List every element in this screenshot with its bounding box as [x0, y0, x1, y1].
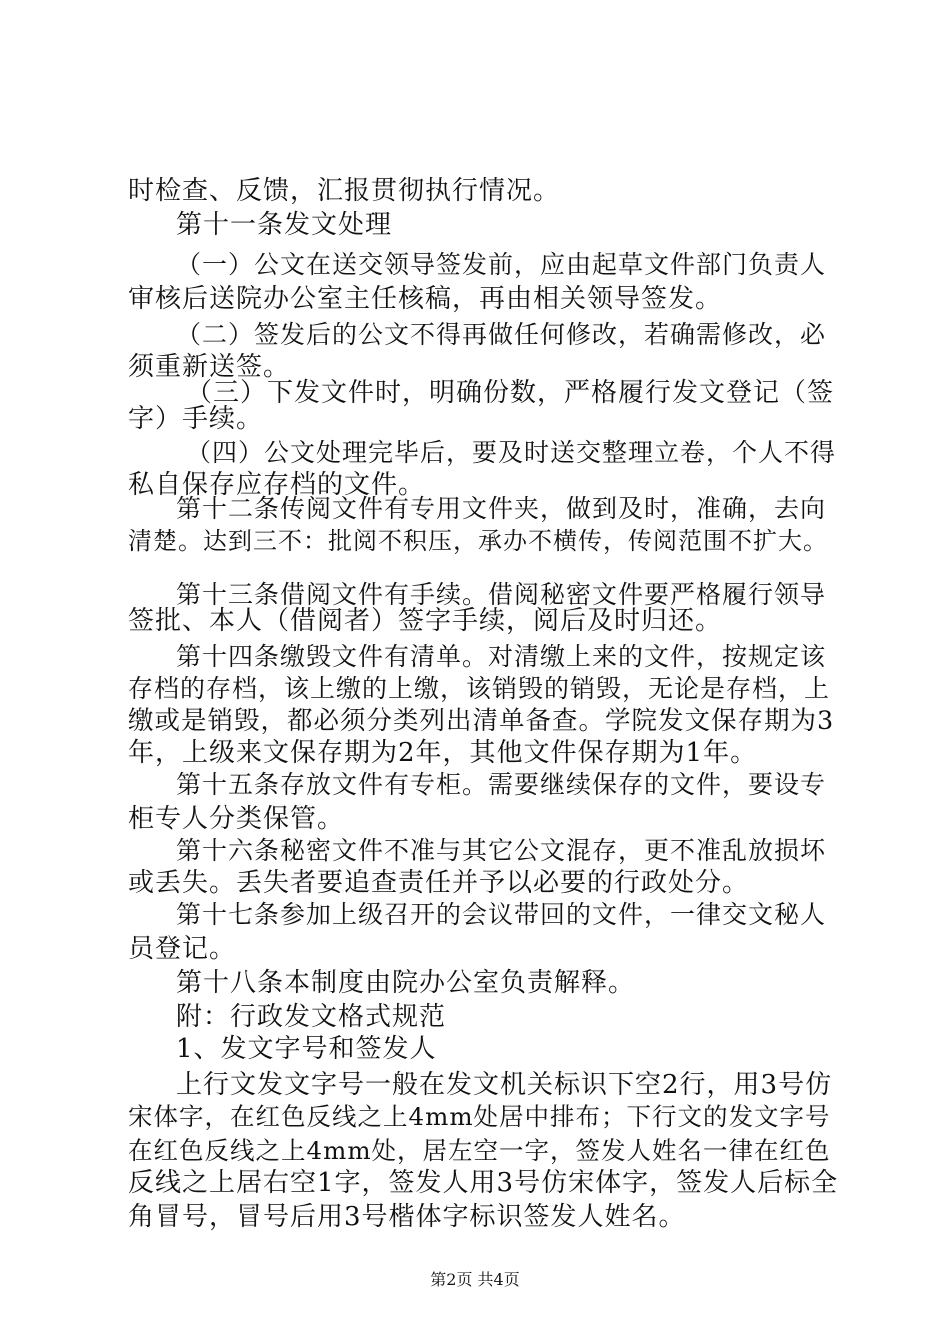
text-line: （一）公文在送交领导签发前，应由起草文件部门负责人: [176, 250, 827, 279]
text-line: 私自保存应存档的文件。: [128, 470, 426, 500]
text-line: 上行文发文字号一般在发文机关标识下空2行，用3号仿: [176, 1070, 833, 1100]
text-line: 签批、本人（借阅者）签字手续，阅后及时归还。: [128, 606, 723, 636]
text-line: 反线之上居右空1字，签发人用3号仿宋体字，签发人后标全: [128, 1168, 839, 1198]
text-line: 字）手续。: [128, 404, 264, 434]
text-line: 或丢失。丢失者要追查责任并予以必要的行政处分。: [128, 868, 750, 898]
text-line: 审核后送院办公室主任核稿，再由相关领导签发。: [128, 284, 723, 314]
text-line: 角冒号，冒号后用3号楷体字标识签发人姓名。: [128, 1202, 686, 1232]
text-line: 清楚。达到三不：批阅不积压，承办不横传，传阅范围不扩大。: [128, 527, 828, 555]
text-line: 第十四条缴毁文件有清单。对清缴上来的文件，按规定该: [176, 642, 827, 671]
text-line: 须重新送签。: [128, 352, 291, 382]
text-line: 1、发文字号和签发人: [176, 1034, 437, 1064]
text-line: 员登记。: [128, 934, 237, 964]
text-line: 柜专人分类保管。: [128, 804, 345, 834]
text-line: 在红色反线之上4mm处，居左空一字，签发人姓名一律在红色: [128, 1136, 831, 1165]
text-line: 存档的存档，该上缴的上缴，该销毁的销毁，无论是存档，上: [128, 674, 831, 703]
text-line: 附：行政发文格式规范: [176, 1002, 447, 1032]
text-line: （二）签发后的公文不得再做任何修改，若确需修改，必: [176, 320, 827, 349]
text-line: 第十八条本制度由院办公室负责解释。: [176, 968, 636, 998]
text-line: 宋体字，在红色反线之上4mm处居中排布；下行文的发文字号: [128, 1102, 831, 1131]
text-line: （三）下发文件时，明确份数，严格履行发文登记（签: [186, 378, 835, 408]
text-line: （四）公文处理完毕后，要及时送交整理立卷，个人不得: [186, 438, 837, 467]
page-footer: 第2页 共4页: [430, 1270, 520, 1289]
text-line: 缴或是销毁，都必须分类列出清单备查。学院发文保存期为3: [128, 706, 835, 736]
text-line: 第十一条发文处理: [176, 210, 393, 240]
text-line: 第十三条借阅文件有手续。借阅秘密文件要严格履行领导: [176, 580, 827, 609]
text-line: 时检查、反馈，汇报贯彻执行情况。: [128, 176, 561, 206]
text-line: 年，上级来文保存期为2年，其他文件保存期为1年。: [128, 738, 758, 768]
text-line: 第十七条参加上级召开的会议带回的文件，一律交文秘人: [176, 900, 827, 929]
text-line: 第十六条秘密文件不准与其它公文混存，更不准乱放损坏: [176, 836, 827, 865]
text-line: 第十二条传阅文件有专用文件夹，做到及时，准确，去向: [176, 494, 827, 523]
text-line: 第十五条存放文件有专柜。需要继续保存的文件，要设专: [176, 770, 827, 799]
